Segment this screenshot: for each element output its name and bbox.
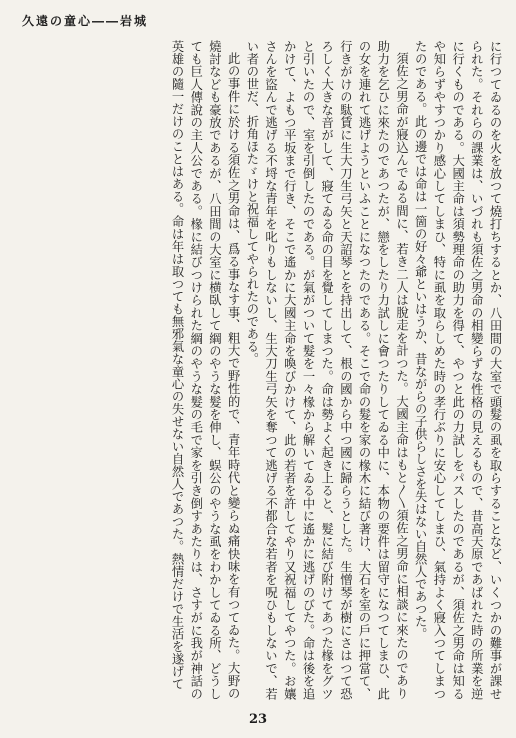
running-head: 久遠の童心――岩城 [22, 14, 149, 28]
paragraph: 此の事件に於ける須佐之男命は、爲る事なす事、粗大で野性的で、青年時代と變らぬ痛快味を有つてゐた。大野の燒討なども豪放であるが、八田間の大室に横臥して綱のやうな髮を伸し、蜈公のやうな虱をわかしてゐる所、どうしても巨人傳說の主人公である。椽に結びつけられた綱のやうな髮の毛で家を引き倒すあたりは、さすがに我が神話の英雄の隨一だけのことはある。命は年は取つても無邪氣な童心の失せない自然人であつた。熱情だけで生活を遂げて [170, 40, 241, 700]
body-text [18, 40, 504, 700]
page-number: 23 [248, 712, 268, 727]
paragraph: に行つてゐるのを火を放つて燒打ちするとか、八田間の大室で頭髮の虱を取らすることなど、いくつかの難事が課せられた。それらの課業は、いづれも須佐之男命の相變らずな性格の見えるもので、昔高天原であばれた時の所業を逆に行くものである。大國主命は須勢理命の助力を得て、やつと此の力試しをパスしたのであるが、須佐之男命は知るや知らずやすつかり感心してしまひ、特に虱を取らしめた時の孝行ぶりに安心してしまひ、氣持よく寢入つてしまつたのである。此の邊では命は一箇の好々爺といはうか、昔ながらの子供らしさを失はない自然人であつた。 [413, 40, 502, 700]
paragraph: 須佐之男命が寢込んでゐる間に、若き二人は脫走を計つた。大國主命はもと〳〵須佐之男命に相談に來たのであり助力を乞ひに來たのであつたが、戀をしたり力試しに會つたりしてゐる中に、本物の要件は留守になつてしまひ、此の女を連れて逃げようといふことになつたのである。そこで命の髮を家の椽木に結び著け、大石を室の戶に押當て、行きがけの駄賃に生大刀生弓矢と天詔琴とを持出して、根の國から中つ國に歸らうとした。生憎琴が樹にさはつて恐ろしく大きな音がして、寢てゐる命の目を覺してしまつた。命は勢よく起き上ると、髮に結び附けてあつた椽をグツと引いたので、室を引倒したのである。が氣がついて髮を一々椽から解いてゐる中に遙かに逃げのびた。命は後を追かけて、よもつ平坂まで行き、そこで遙かに大國主命を喚びかけて、此の若者を許してやり又祝福してやつた。お孃さんを盜んで逃げる不埒な青年を叱りもしないし、生大刀生弓矢を奪つて逃げる不都合な若者を呪ひもしないで、若い者の世だ、折角ほたゞけと祝福してやられたのである。 [244, 40, 409, 700]
